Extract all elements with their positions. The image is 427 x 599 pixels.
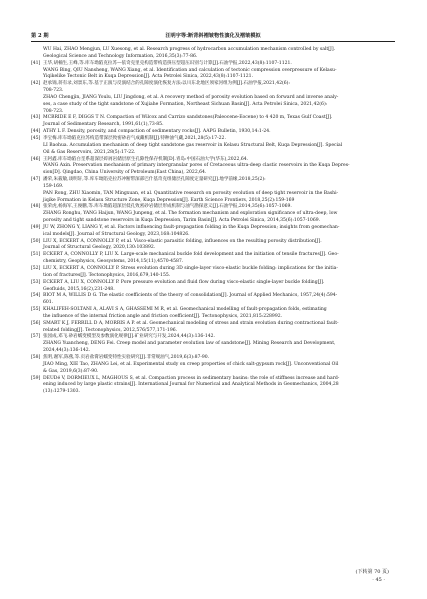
reference-entry xyxy=(31,61,395,82)
reference-entry xyxy=(31,204,395,225)
reference-entry xyxy=(31,81,395,115)
reference-line: related folding[J]. Tectonophysics, 2012,576/577,171-196. xyxy=(43,327,178,333)
reference-number: [50] xyxy=(31,238,41,244)
reference-line: 赵承锦,蒋有录,刘景东,等.基于正演与反演结合的孔隙度演化恢复方法:以川东北地区须家河组为例[J].石油学报,2021,42(6): xyxy=(43,81,290,87)
reference-line: Oil & Gas Reservoirs, 2021,28(5):17-22. xyxy=(43,149,136,155)
reference-line: ening induced by large plastic strains[J]. International Journal for Numerical and Analytical Methods in Geomechanics, 2004,28 xyxy=(43,382,339,388)
reference-line: 潘荣,朱筱敏,谈明轩,等.库车坳陷克拉苏冲断带深部巴什基奇克组储层孔隙度定量研究[J].地学前缘,2018,25(2): xyxy=(43,177,266,183)
issue-label: 第 2 期 xyxy=(31,33,49,39)
reference-line: JIAO Ming, XIE Tao, ZHANG Lei, et al. Experimental study on creep properties of chick salt-gypsum rock[J]. Unconventional Oil xyxy=(43,361,339,367)
reference-entry xyxy=(31,280,395,294)
reference-line: PAN Rong, ZHU Xiaomin, TAN Mingxuan, et al. Quantitative research on porosity evolution of deep tight reservoir in the Bashi- xyxy=(43,190,339,196)
reference-line: DEUDé V, DORMIEUX L, MAGHOUS S, et al. Compaction process in sedimentary basins: the role of stiffness increase and hard- xyxy=(43,375,340,381)
reference-text xyxy=(43,293,395,307)
reference-entry xyxy=(31,115,395,129)
reference-entry xyxy=(31,225,395,239)
reference-text xyxy=(43,115,395,129)
reference-entry xyxy=(31,307,395,321)
page-footer xyxy=(31,568,395,588)
reference-number xyxy=(31,47,43,61)
reference-line: ZHANG Ronghu, YANG Haijun, WANG Junpeng, et al. The formation mechanism and exploration significance of ultra-deep, low xyxy=(43,211,338,217)
reference-number: [44] xyxy=(31,129,41,135)
reference-text xyxy=(43,355,395,376)
reference-text xyxy=(43,307,395,321)
reference-text xyxy=(43,321,395,335)
reference-text xyxy=(43,204,395,225)
reference-line: jiqike Formation in Kelasu Structure Zone, Kuqa Depression[J]. Earth Science Frontiers, 2018,25(2):159-169 xyxy=(43,197,295,203)
reference-text xyxy=(43,177,395,204)
reference-line: 601. xyxy=(43,300,54,306)
reference-entry xyxy=(31,266,395,280)
reference-text xyxy=(43,136,395,157)
running-header xyxy=(31,32,395,43)
reference-line: WANG Axin. Preservation mechanism of primary intergranular pores of Cretaceous ultra-deep clastic reservoirs in the Kuqa Depres- xyxy=(43,163,350,169)
reference-number: [43] xyxy=(31,115,41,121)
reference-number: [48] xyxy=(31,204,41,210)
reference-entry xyxy=(31,177,395,204)
reference-entry xyxy=(31,129,395,136)
reference-line: 王阿鑫.库车坳陷白垩系超深层碎屑岩储层原生孔隙性保存机制[D].青岛:中国石油大学(华东),2022,64. xyxy=(43,156,249,162)
reference-number: [42] xyxy=(31,81,41,87)
reference-number: [45] xyxy=(31,135,41,141)
reference-line: the influence of the internal friction angle and friction coefficient[J]. Tectonophysics, 2021,815:228992. xyxy=(43,313,283,319)
reference-text xyxy=(43,157,395,178)
reference-text xyxy=(43,81,395,115)
header-rule xyxy=(31,41,395,42)
reference-line: Journal of Sedimentary Research, 1991,61(1),73-85. xyxy=(43,122,164,128)
reference-line: ECKERT A, LIU X, CONNOLLY P. Pore pressure evolution and fluid flow during visco-elastic single-layer buckle folding[J]. xyxy=(43,279,325,285)
reference-line: ZHANG Yuancheng, DENG Fei. Creep model and parameter evolution law of sandstone[J]. Mining Research and Development, xyxy=(43,341,336,347)
reference-line: LI Baohua. Accumulation mechanism of deep tight sandstone gas reservoir in Kelasu Structural Belt, Kuqa Depression[J]. Special xyxy=(43,142,343,148)
reference-line: sion[D]. Qingdao, China University of Petroleum(East China), 2022,64. xyxy=(43,170,207,176)
reference-line: Yiqikelike Tectonic Belt in Kuqa Depression[J]. Acta Petrolei Sinica, 2022,43(8):1107-1121. xyxy=(43,74,254,80)
reference-number: [46] xyxy=(31,156,41,162)
reference-number: [59] xyxy=(31,375,41,381)
reference-line: WANG Bing, QIU Nansheng, WANG Xiang, et al. Identification and calculation of tectonic compression overpressure of Kelasu- xyxy=(43,67,337,73)
reference-text xyxy=(43,61,395,82)
reference-line: MCBRIDE E F, DIGGS T N. Compaction of Wilcox and Carrizo sandstones(Paleocene-Eocene) to 4 420 m, Texas Gulf Coast[J]. xyxy=(43,115,333,121)
reference-entry xyxy=(31,376,395,397)
reference-line: 708-723. xyxy=(43,88,64,94)
reference-line: SMART K J, FERRILL D A, MORRIS A P. et al. Geomechanical modeling of stress and strain evolution during contractional fault- xyxy=(43,320,339,326)
reference-number: [54] xyxy=(31,293,41,299)
reference-number: [51] xyxy=(31,252,41,258)
reference-entry xyxy=(31,252,395,266)
reference-line: ical models[J]. Journal of Structural Geology, 2023,168:104826. xyxy=(43,231,190,237)
reference-line: LIU X, ECKERT A, CONNOLLY P, et al. Visco-elastic parasitic folding, influences on the resulting porosity distribution[J]. xyxy=(43,238,322,244)
reference-number: [57] xyxy=(31,334,41,340)
reference-line: ses, a case study of the tight sandstone of Xujiahe Formation, Northeast Sichuan Basin[J]. Acta Petrolei Sinica, 2021,42(6): xyxy=(43,101,328,107)
reference-line: (13):1279-1303. xyxy=(43,389,80,395)
reference-line: & Gas, 2019,6(3):87-90. xyxy=(43,368,99,374)
reference-line: Geological Science and Technology Information, 2016,35(3):77-86. xyxy=(43,53,198,59)
reference-line: 2024,44(3):136-142. xyxy=(43,348,91,354)
reference-number: [52] xyxy=(31,266,41,271)
reference-list xyxy=(31,47,395,396)
reference-line: ECKERT A, CONNOLLY P, LIU X. Large-scale mechanical buckle fold development and the initiation of tensile fractures[J]. Geo- xyxy=(43,252,339,258)
reference-text xyxy=(43,334,395,355)
reference-text xyxy=(43,239,395,253)
reference-text xyxy=(43,376,395,397)
reference-line: 159-169. xyxy=(43,183,64,189)
reference-text xyxy=(43,266,395,280)
reference-entry xyxy=(31,355,395,376)
reference-line: JU W, ZHONG Y, LIANG Y, et al. Factors influencing fault-propagation folding in the Kuqa Depression; insights from geomechan- xyxy=(43,224,340,230)
reference-line: 张园成,邓飞.砂岩蠕变模型及参数演化规律[J].矿业研究与开发,2024,44(3):136-142. xyxy=(43,334,215,340)
reference-number: [58] xyxy=(31,354,41,360)
reference-line: 王华,胡楠生,王峰,等.库车坳陷克拉苏—依奇克里克构造带构造挤压型超压识别与计算[J].石油学报,2022,43(8):1107-1121. xyxy=(43,60,292,66)
reference-number: [53] xyxy=(31,279,41,285)
reference-line: KHALIFEH-SOLTANI A, ALAVI S A, GHASSEMI M R, et al. Geomechanical modelling of fault-propagation folds, estimating xyxy=(43,307,327,313)
reference-number: [55] xyxy=(31,307,41,313)
reference-line: 708-723. xyxy=(43,108,64,114)
reference-line: porosity and tight sandstone reservoirs in Kuqa Depression, Tarim Basin[J]. Acta Petrolei Sinica, 2014,35(6):1057-1069. xyxy=(43,218,321,224)
reference-text xyxy=(43,129,395,136)
reference-number: [56] xyxy=(31,320,41,326)
reference-line: tion of fractures[J]. Tectonophysics, 2016,679,140-155. xyxy=(43,272,171,278)
reference-line: ZHAO Chengjin, JIANG Youlu, LIU Jingdong, et al. A recovery method of porosity evolution based on forward and inverse analy- xyxy=(43,94,339,100)
reference-entry xyxy=(31,157,395,178)
reference-line: Geofluids, 2015,16(2),231-248. xyxy=(43,286,115,292)
reference-line: WU Hai, ZHAO Mengjun, LU Xuesong, et al. Research progress of hydrocarbon accumulation mechanism controlled by salt[J]. xyxy=(43,47,336,52)
reference-entry xyxy=(31,136,395,157)
reference-line: 李宝梅.库车坳陷克拉苏构造带深层致密砂岩气成藏机制[J].特种油气藏,2021,28(5):17-22. xyxy=(43,135,226,141)
reference-number: [49] xyxy=(31,224,41,230)
reference-text xyxy=(43,225,395,239)
reference-line: BIOT M A, WILLIS D G. The elastic coefficients of the theory of consolidation[J]. Journal of Applied Mechanics, 1957,24(4):594- xyxy=(43,293,338,299)
reference-entry xyxy=(31,321,395,335)
reference-line: 张荣虎,杨海军,王俊鹏,等.库车坳陷超深层低孔致密砂岩储层形成机制与油气勘探意义[J].石油学报,2014,35(6):1057-1069. xyxy=(43,204,292,210)
reference-text xyxy=(43,47,395,61)
reference-line: chemistry, Geophysics, Geosystems, 2014,15(11),4570-4587. xyxy=(43,259,184,265)
reference-entry xyxy=(31,47,395,61)
reference-text xyxy=(43,252,395,266)
reference-number: [41] xyxy=(31,60,41,66)
reference-entry xyxy=(31,293,395,307)
page-number: · 45 · xyxy=(372,577,385,583)
reference-line: Journal of Structural Geology, 2020,130:103892. xyxy=(43,245,156,251)
running-title: 汪明宇等:断背斜褶皱物性演化及褶皱模拟 xyxy=(165,33,261,39)
reference-line: LIU X, ECKERT A, CONNOLLY P. Stress evolution during 3D single-layer visco-elastic buckle folding: implications for the initia- xyxy=(43,266,338,271)
continued-note: (下转第 70 页) xyxy=(355,569,389,575)
reference-number: [47] xyxy=(31,177,41,183)
reference-line: ATHY L F. Density, porosity, and compaction of sedimentary rocks[J]. AAPG Bulletin, 1930,14:1-24. xyxy=(43,129,271,135)
reference-entry xyxy=(31,334,395,355)
reference-text xyxy=(43,280,395,294)
reference-line: 焦明,谢军,陈燕,等.页岩盐膏岩蠕变特性实验研究[J].非常规油气,2019,6(3):87-90. xyxy=(43,354,210,360)
reference-entry xyxy=(31,239,395,253)
